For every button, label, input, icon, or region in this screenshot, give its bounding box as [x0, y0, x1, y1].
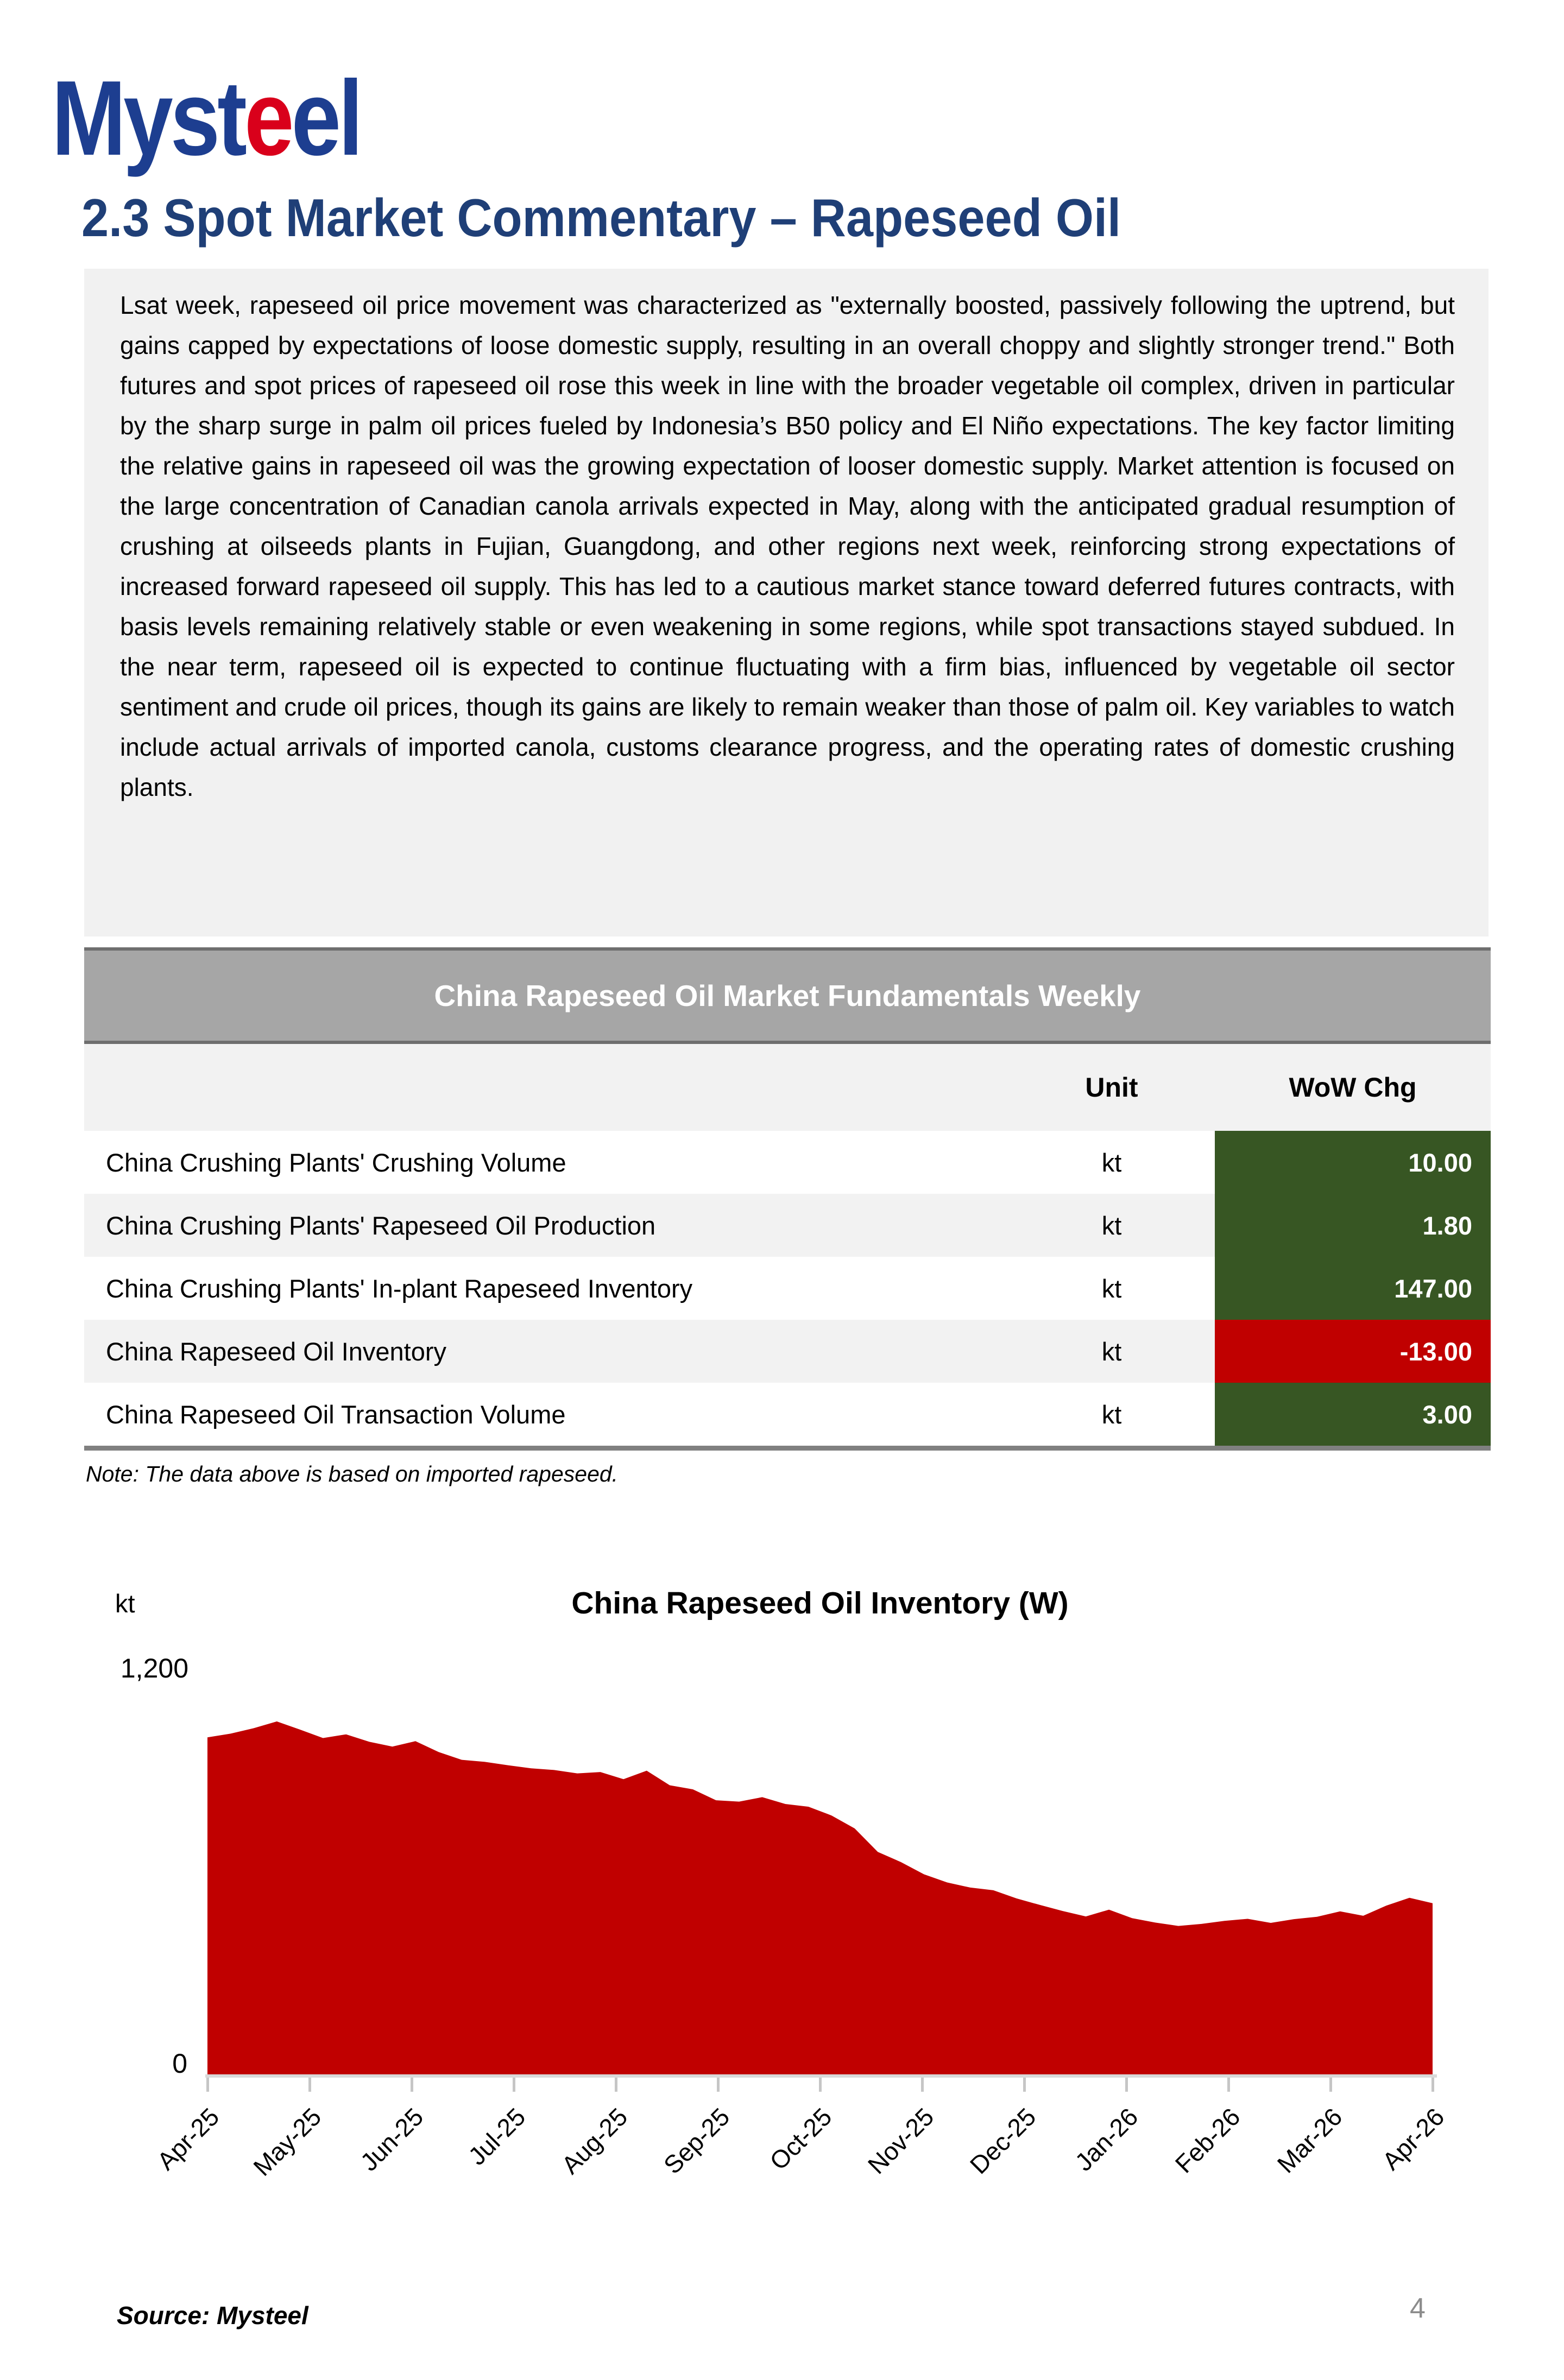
- row-label: China Crushing Plants' Rapeseed Oil Production: [106, 1211, 656, 1240]
- x-axis-tick: [308, 2078, 311, 2092]
- row-wow-value: 147.00: [1215, 1257, 1491, 1320]
- row-unit: kt: [1101, 1337, 1122, 1366]
- table-row: [84, 1257, 1491, 1320]
- row-label: China Rapeseed Oil Transaction Volume: [106, 1400, 566, 1429]
- row-wow-value: 10.00: [1215, 1131, 1491, 1194]
- x-axis-month-label: Mar-26: [1271, 2102, 1348, 2179]
- row-label: China Crushing Plants' Crushing Volume: [106, 1148, 566, 1177]
- source-caption: Source: Mysteel: [117, 2301, 308, 2330]
- header-wow-chg: WoW Chg: [1289, 1072, 1417, 1103]
- table-note: Note: The data above is based on imported rapeseed.: [86, 1461, 619, 1486]
- y-axis-label-0: 0: [172, 2048, 187, 2079]
- x-axis-tick: [921, 2078, 924, 2092]
- x-axis-month-label: Oct-25: [764, 2102, 837, 2176]
- inventory-area-chart: [207, 1668, 1433, 2075]
- logo-part1: Myst: [52, 59, 244, 178]
- header-unit: Unit: [1085, 1072, 1138, 1103]
- x-axis-tick: [513, 2078, 515, 2092]
- table-row: [84, 1320, 1491, 1383]
- row-unit: kt: [1101, 1148, 1122, 1177]
- x-axis-tick: [717, 2078, 720, 2092]
- x-axis-tick: [1023, 2078, 1026, 2092]
- x-axis-month-label: Nov-25: [862, 2102, 939, 2180]
- row-unit: kt: [1101, 1400, 1122, 1429]
- row-unit: kt: [1101, 1211, 1122, 1240]
- row-wow-value: 3.00: [1215, 1383, 1491, 1446]
- row-wow-value: -13.00: [1215, 1320, 1491, 1383]
- page-title: 2.3 Spot Market Commentary – Rapeseed Oil: [81, 188, 1121, 248]
- x-axis-tick: [411, 2078, 413, 2092]
- row-unit: kt: [1101, 1274, 1122, 1303]
- y-axis-label-1200: 1,200: [120, 1653, 188, 1683]
- chart-unit-label: kt: [115, 1589, 135, 1618]
- header-indicator: [84, 1044, 1008, 1131]
- table-row: [84, 1194, 1491, 1257]
- x-axis-month-label: Jan-26: [1069, 2102, 1144, 2176]
- x-axis-month-label: Apr-25: [152, 2102, 225, 2176]
- row-label: China Crushing Plants' In-plant Rapeseed Inventory: [106, 1274, 693, 1303]
- mysteel-logo: [52, 57, 361, 179]
- table-row: [84, 1383, 1491, 1446]
- row-wow-value: 1.80: [1215, 1194, 1491, 1257]
- x-axis-tick: [819, 2078, 822, 2092]
- logo-accent-e: e: [244, 59, 292, 178]
- x-axis-month-label: Aug-25: [556, 2102, 633, 2180]
- x-axis-tick: [1125, 2078, 1128, 2092]
- table-row: [84, 1131, 1491, 1194]
- row-label: China Rapeseed Oil Inventory: [106, 1337, 447, 1366]
- x-axis-month-label: Jul-25: [463, 2102, 531, 2171]
- x-axis-month-label: Jun-25: [355, 2102, 429, 2176]
- x-axis-tick: [1329, 2078, 1332, 2092]
- x-axis-tick: [615, 2078, 617, 2092]
- x-axis-month-label: Apr-26: [1377, 2102, 1450, 2176]
- x-axis-month-label: Feb-26: [1169, 2102, 1246, 2179]
- chart-title: China Rapeseed Oil Inventory (W): [571, 1586, 1069, 1621]
- commentary-paragraph: Lsat week, rapeseed oil price movement was characterized as "externally boosted, passively following the uptrend, but gains capped by expectations of loose domestic supply, resulting in an overall choppy and slightly stronger trend." Both futures and spot prices of rapeseed oil rose this week in line with the broader vegetable oil complex, driven in particular by the sharp surge in palm oil prices fueled by Indonesia’s B50 policy and El Niño expectations. The key factor limiting the relative gains in rapeseed oil was the growing expectation of looser domestic supply. Market attention is focused on the large concentration of Canadian canola arrivals expected in May, along with the anticipated gradual resumption of crushing at oilseeds plants in Fujian, Guangdong, and other regions next week, reinforcing strong expectations of increased forward rapeseed oil supply. This has led to a cautious market stance toward deferred futures contracts, with basis levels remaining relatively stable or even weakening in some regions, while spot transactions stayed subdued. In the near term, rapeseed oil is expected to continue fluctuating with a firm bias, influenced by vegetable oil sector sentiment and crude oil prices, though its gains are likely to remain weaker than those of palm oil. Key variables to watch include actual arrivals of imported canola, customs clearance progress, and the operating rates of domestic crushing plants.: [84, 269, 1489, 936]
- table-bottom-border: [84, 1446, 1491, 1451]
- x-axis-month-label: Sep-25: [658, 2102, 735, 2180]
- x-axis-tick: [1431, 2078, 1434, 2092]
- x-axis-tick: [1227, 2078, 1230, 2092]
- table-title: China Rapeseed Oil Market Fundamentals Weekly: [84, 947, 1491, 1044]
- table-header-row: [84, 1044, 1491, 1131]
- area-series: [207, 1721, 1433, 2075]
- logo-part2: el: [291, 59, 361, 178]
- x-axis-month-label: May-25: [248, 2102, 327, 2181]
- x-axis-month-label: Dec-25: [964, 2102, 1042, 2180]
- page-number: 4: [1410, 2293, 1426, 2324]
- x-axis-tick: [206, 2078, 209, 2092]
- fundamentals-table: [84, 947, 1491, 1451]
